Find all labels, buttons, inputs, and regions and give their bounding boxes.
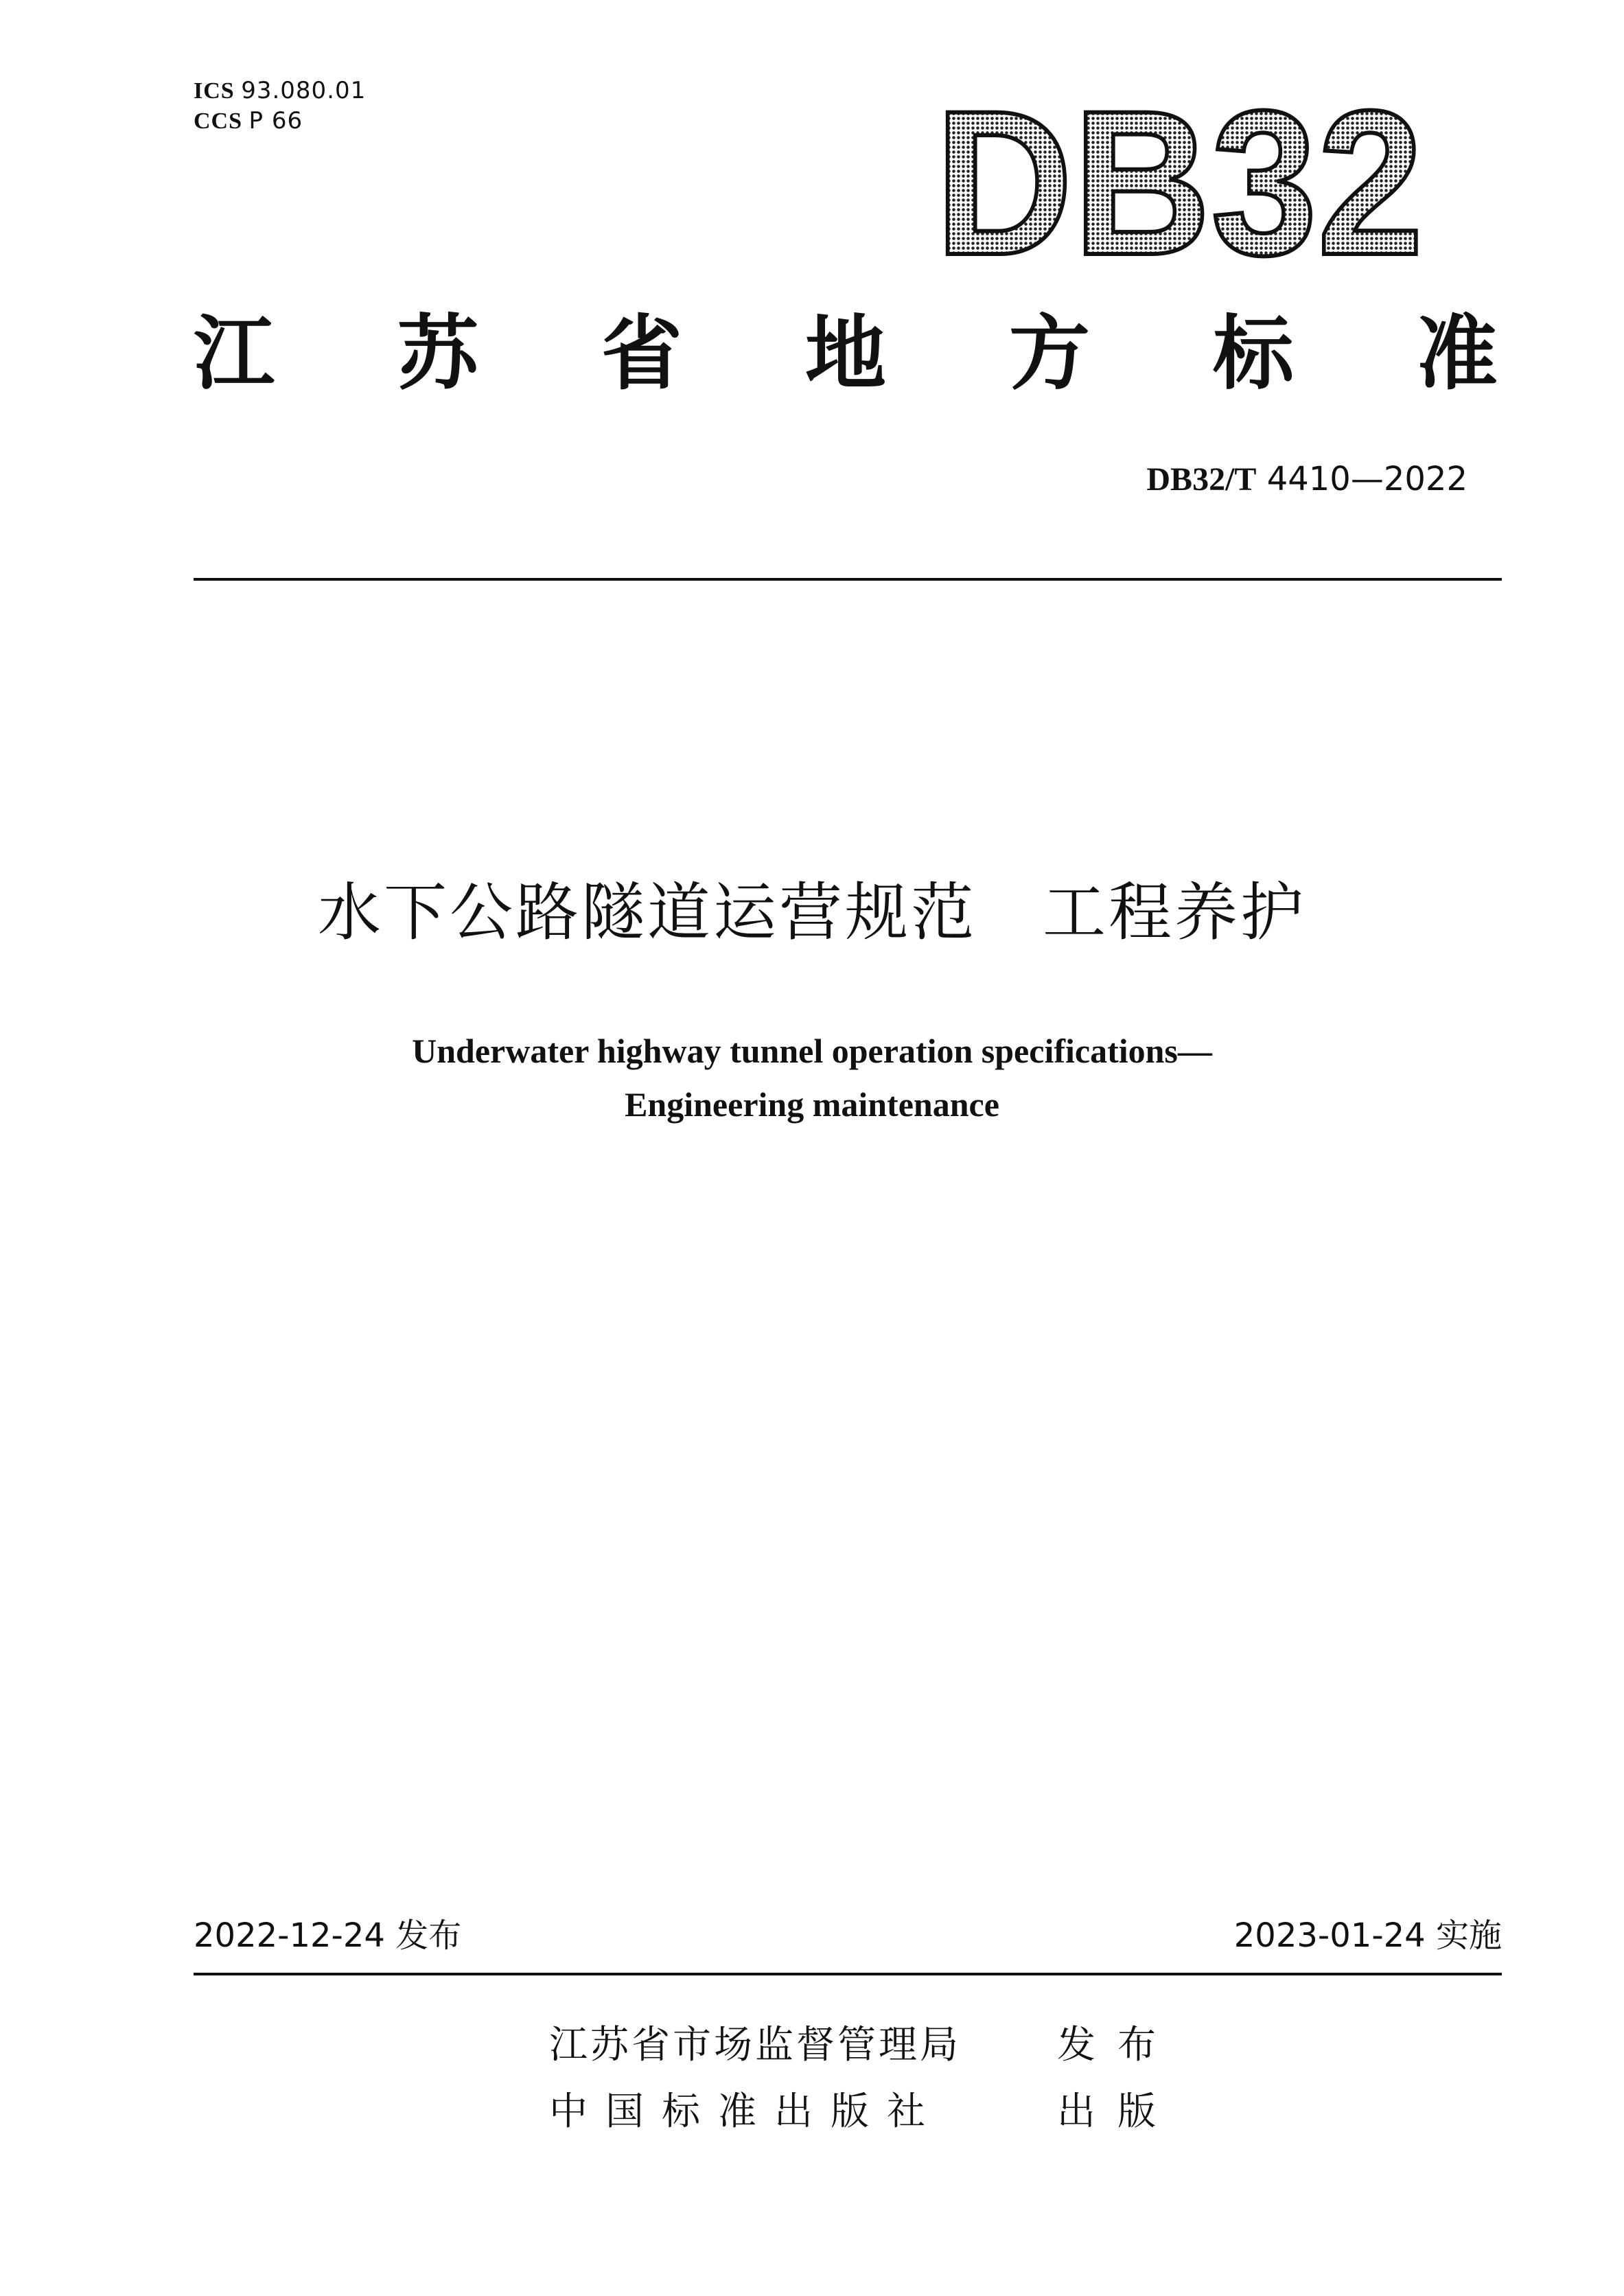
ccs-label: CCS [194,108,243,134]
heading-char: 苏 [397,306,478,401]
printer-action: 出版 [1057,2089,1178,2134]
heading-char: 地 [804,306,886,401]
heading-char: 准 [1416,306,1498,401]
document-title-en-line2: Engineering maintenance [625,1085,999,1124]
publisher-org: 江苏省市场监督管理局 [549,2023,961,2067]
effective-label: 实施 [1435,1916,1502,1955]
document-title-en-line1: Underwater highway tunnel operation specifications— [412,1032,1212,1070]
printer-org: 中国标准出版社 [549,2089,943,2134]
effective-date-block [1234,1915,1502,1956]
heading-char: 标 [1212,306,1294,401]
document-title-cn: 水下公路隧道运营规范 工程养护 [317,876,1306,949]
issue-date-block [194,1915,461,1956]
bottom-divider [194,1973,1502,1975]
issue-label: 发布 [395,1916,462,1955]
heading-char: 方 [1008,306,1090,401]
standard-number [1146,459,1468,500]
publisher-row [549,2021,1178,2069]
logo-text: DB32 [935,82,1424,275]
ccs-code: P 66 [248,107,303,135]
dates-row [194,1915,1502,1956]
standard-number-value: 4410—2022 [1266,460,1468,498]
heading-char: 江 [194,306,275,401]
printer-row [549,2088,1178,2136]
top-divider [194,578,1502,581]
issue-date: 2022-12-24 [194,1916,385,1955]
ics-line [194,76,366,106]
effective-date: 2023-01-24 [1233,1916,1426,1955]
ics-label: ICS [194,78,235,104]
heading-char: 省 [601,306,682,401]
publisher-action: 发布 [1057,2023,1178,2067]
standard-type-heading [194,305,1498,402]
ics-code: 93.080.01 [241,77,367,104]
standard-number-prefix: DB32/T [1146,461,1257,498]
db32-logo [932,82,1426,275]
ccs-line [194,106,303,137]
